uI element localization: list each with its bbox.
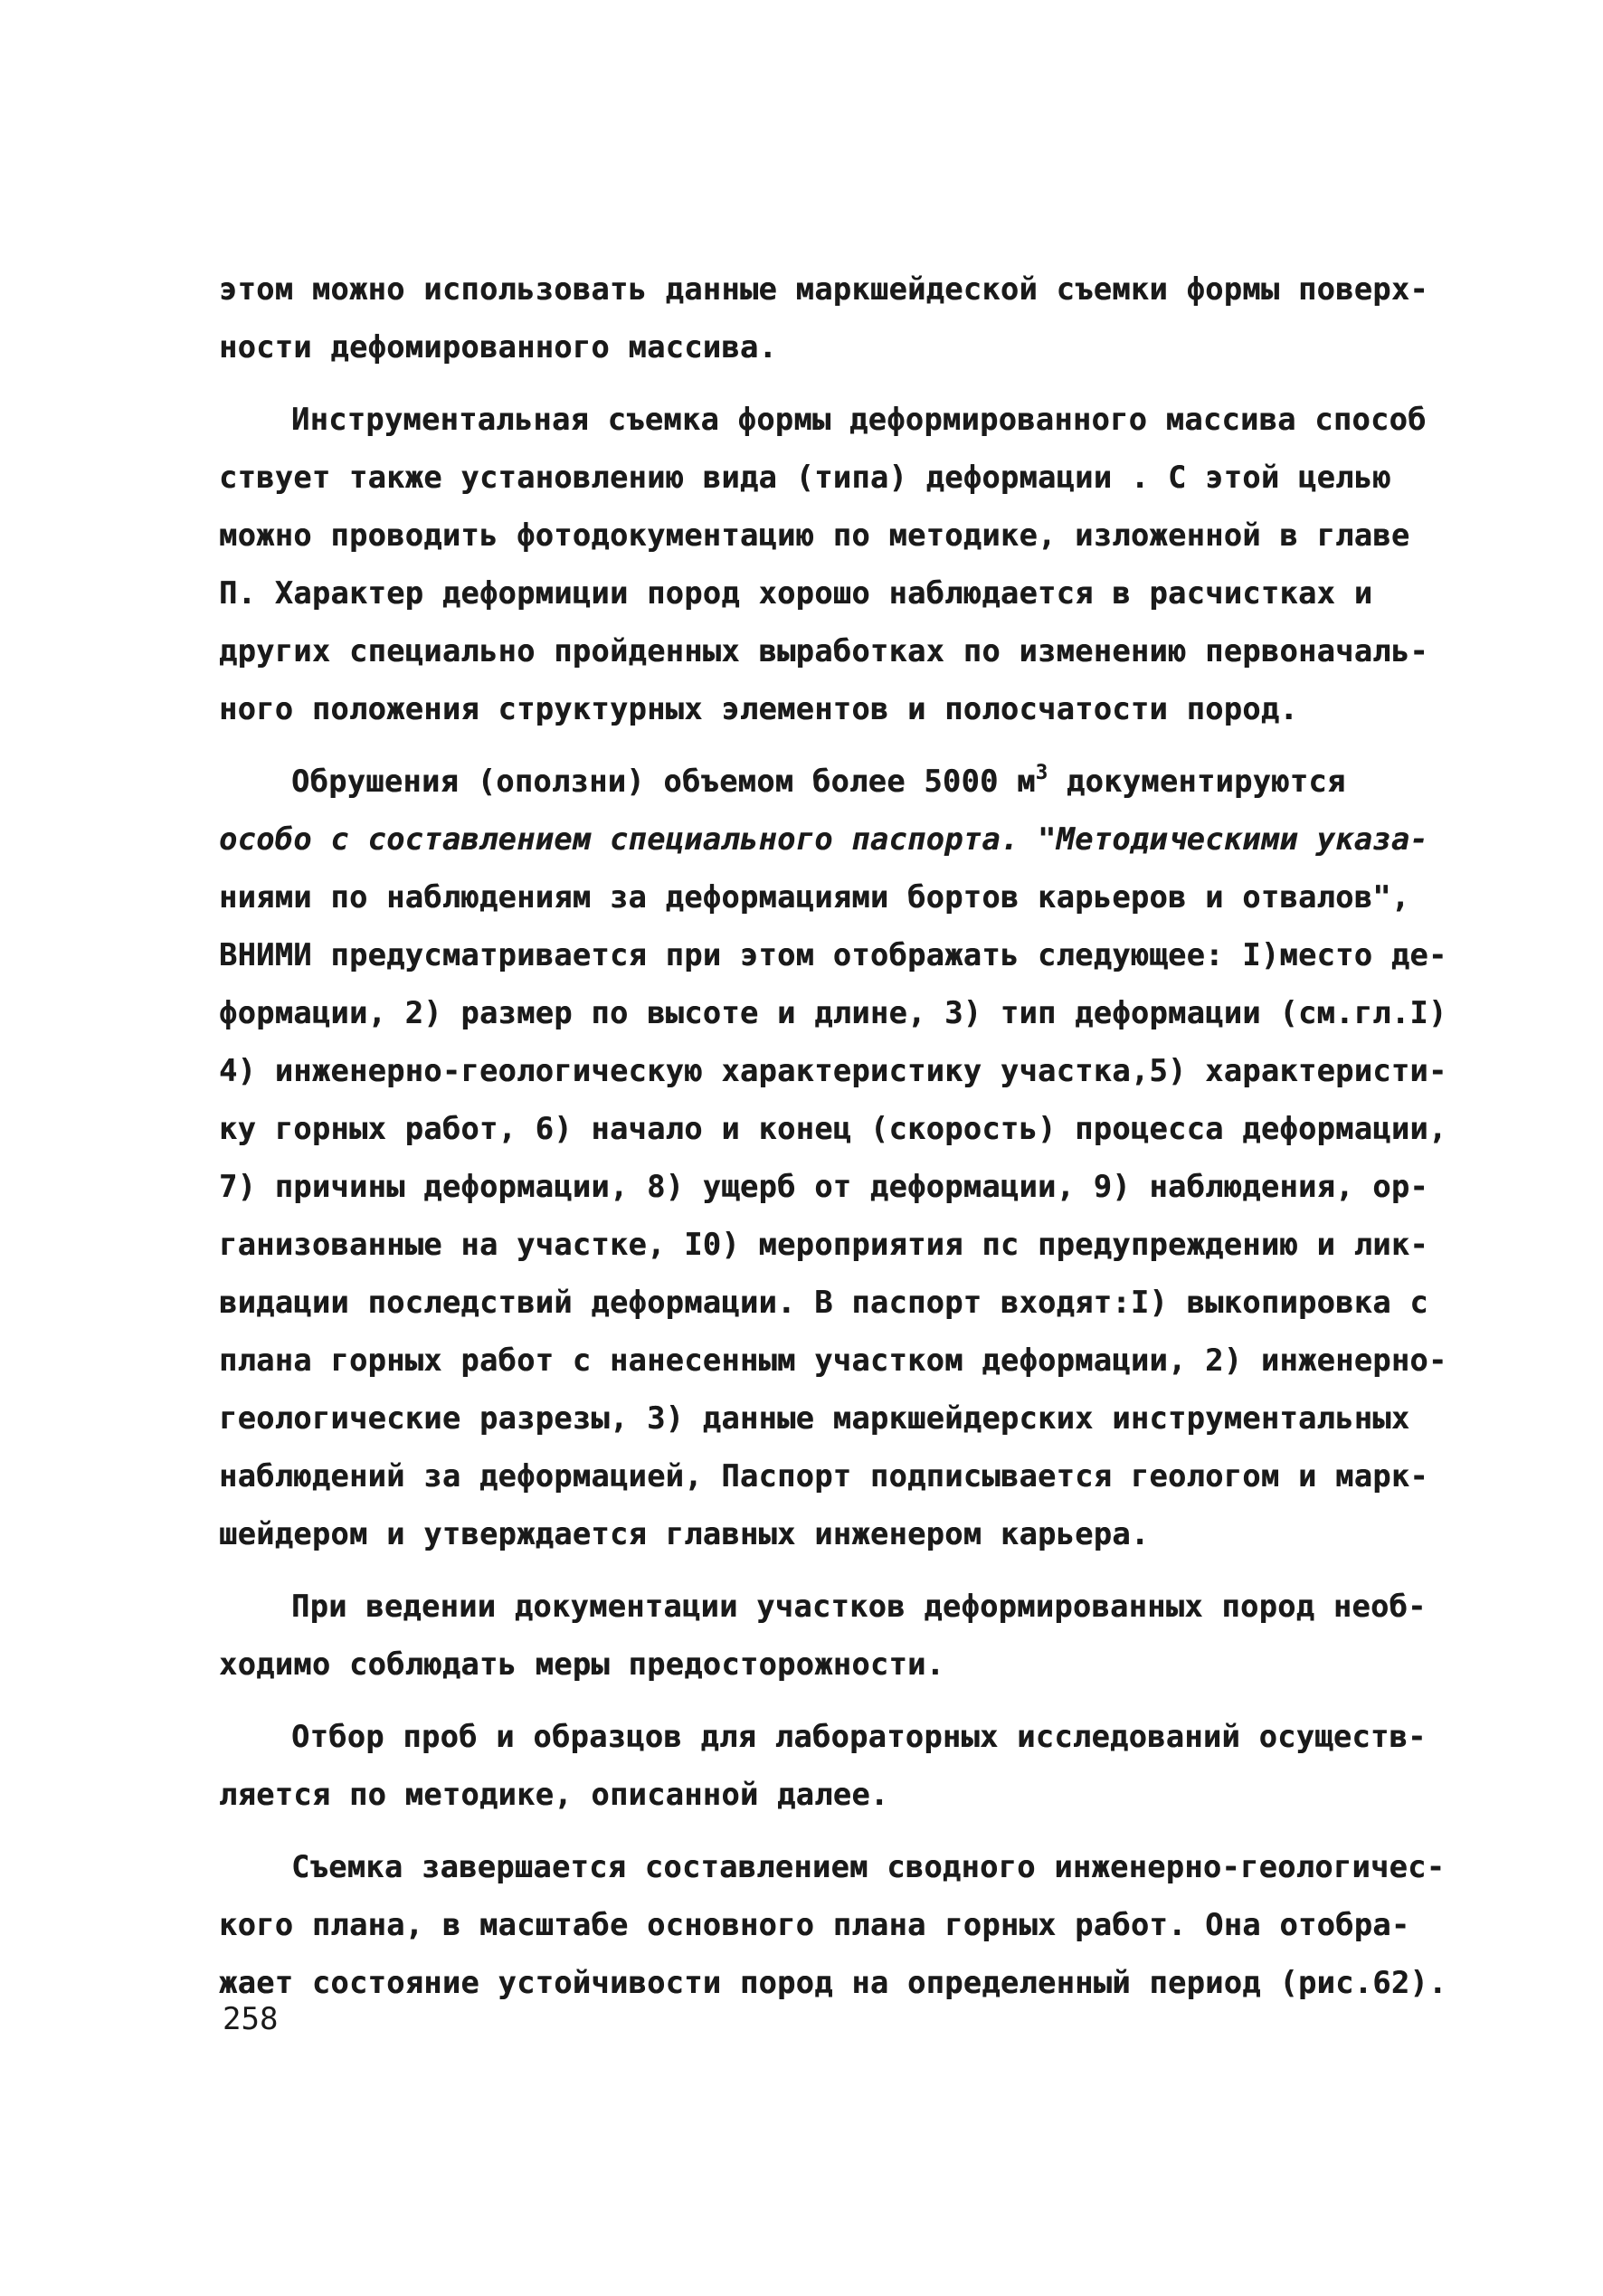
text-line: видации последствий деформации. В паспорт входят:I) выкопировка с — [219, 1285, 1428, 1320]
text-line: Отбор проб и образцов для лабораторных исследований осуществ- — [291, 1719, 1427, 1754]
text-line: ности дефомированного массива. — [219, 329, 778, 365]
page-number: 258 — [223, 2001, 279, 2037]
text-line: геологические разрезы, 3) данные маркшейдерских инструментальных — [219, 1400, 1410, 1436]
text-line: Инструментальная съемка формы деформированного массива способ — [291, 402, 1427, 437]
text-line: ганизованные на участке, I0) мероприятия пс предупреждению и лик- — [219, 1227, 1428, 1262]
text-line: плана горных работ с нанесенным участком деформации, 2) инженерно- — [219, 1342, 1447, 1378]
text-line: наблюдений за деформацией, Паспорт подписывается геологом и марк- — [219, 1458, 1428, 1494]
text-line: ниями по наблюдениям за деформациями бортов карьеров и отвалов", — [219, 879, 1410, 915]
text-line: особо с составлением специального паспорта. "Методическими указа- — [219, 821, 1428, 857]
text-line: П. Характер деформиции пород хорошо наблюдается в расчистках и — [219, 575, 1373, 611]
text-line: кого плана, в масштабе основного плана горных работ. Она отобра- — [219, 1907, 1410, 1942]
text-line: формации, 2) размер по высоте и длине, 3) тип деформации (см.гл.I) — [219, 995, 1447, 1030]
text-line: ствует также установлению вида (типа) деформации . С этой целью — [219, 460, 1391, 495]
text-line: При ведении документации участков деформированных пород необ- — [291, 1589, 1427, 1624]
text-line: 4) инженерно-геологическую характеристику участка,5) характеристи- — [219, 1053, 1447, 1088]
superscript-exponent: 3 — [1035, 762, 1048, 784]
text-line: ВНИМИ предусматривается при этом отображать следующее: I)место де- — [219, 937, 1447, 972]
text-line: 7) причины деформации, 8) ущерб от деформации, 9) наблюдения, ор- — [219, 1169, 1428, 1204]
text-line: ляется по методике, описанной далее. — [219, 1777, 889, 1812]
text-line-with-superscript — [219, 753, 1395, 811]
text-line: жает состояние устойчивости пород на определенный период (рис.62). — [219, 1965, 1447, 2000]
line-part: документируются — [1048, 764, 1346, 799]
text-line: ходимо соблюдать меры предосторожности. — [219, 1646, 945, 1682]
text-line: Съемка завершается составлением сводного инженерно-геологичес- — [291, 1849, 1446, 1884]
text-line: ного положения структурных элементов и полосчатости пород. — [219, 691, 1298, 726]
line-part: Обрушения (оползни) объемом более 5000 м — [291, 764, 1036, 799]
text-line: можно проводить фотодокументацию по методике, изложенной в главе — [219, 517, 1410, 553]
document-body — [219, 261, 1447, 2012]
text-line: шейдером и утверждается главных инженером карьера. — [219, 1516, 1150, 1551]
text-line: ку горных работ, 6) начало и конец (скорость) процесса деформации, — [219, 1111, 1447, 1146]
text-line: других специально пройденных выработках по изменению первоначаль- — [219, 633, 1428, 669]
text-line: этом можно использовать данные маркшейдеской съемки формы поверх- — [219, 271, 1428, 307]
